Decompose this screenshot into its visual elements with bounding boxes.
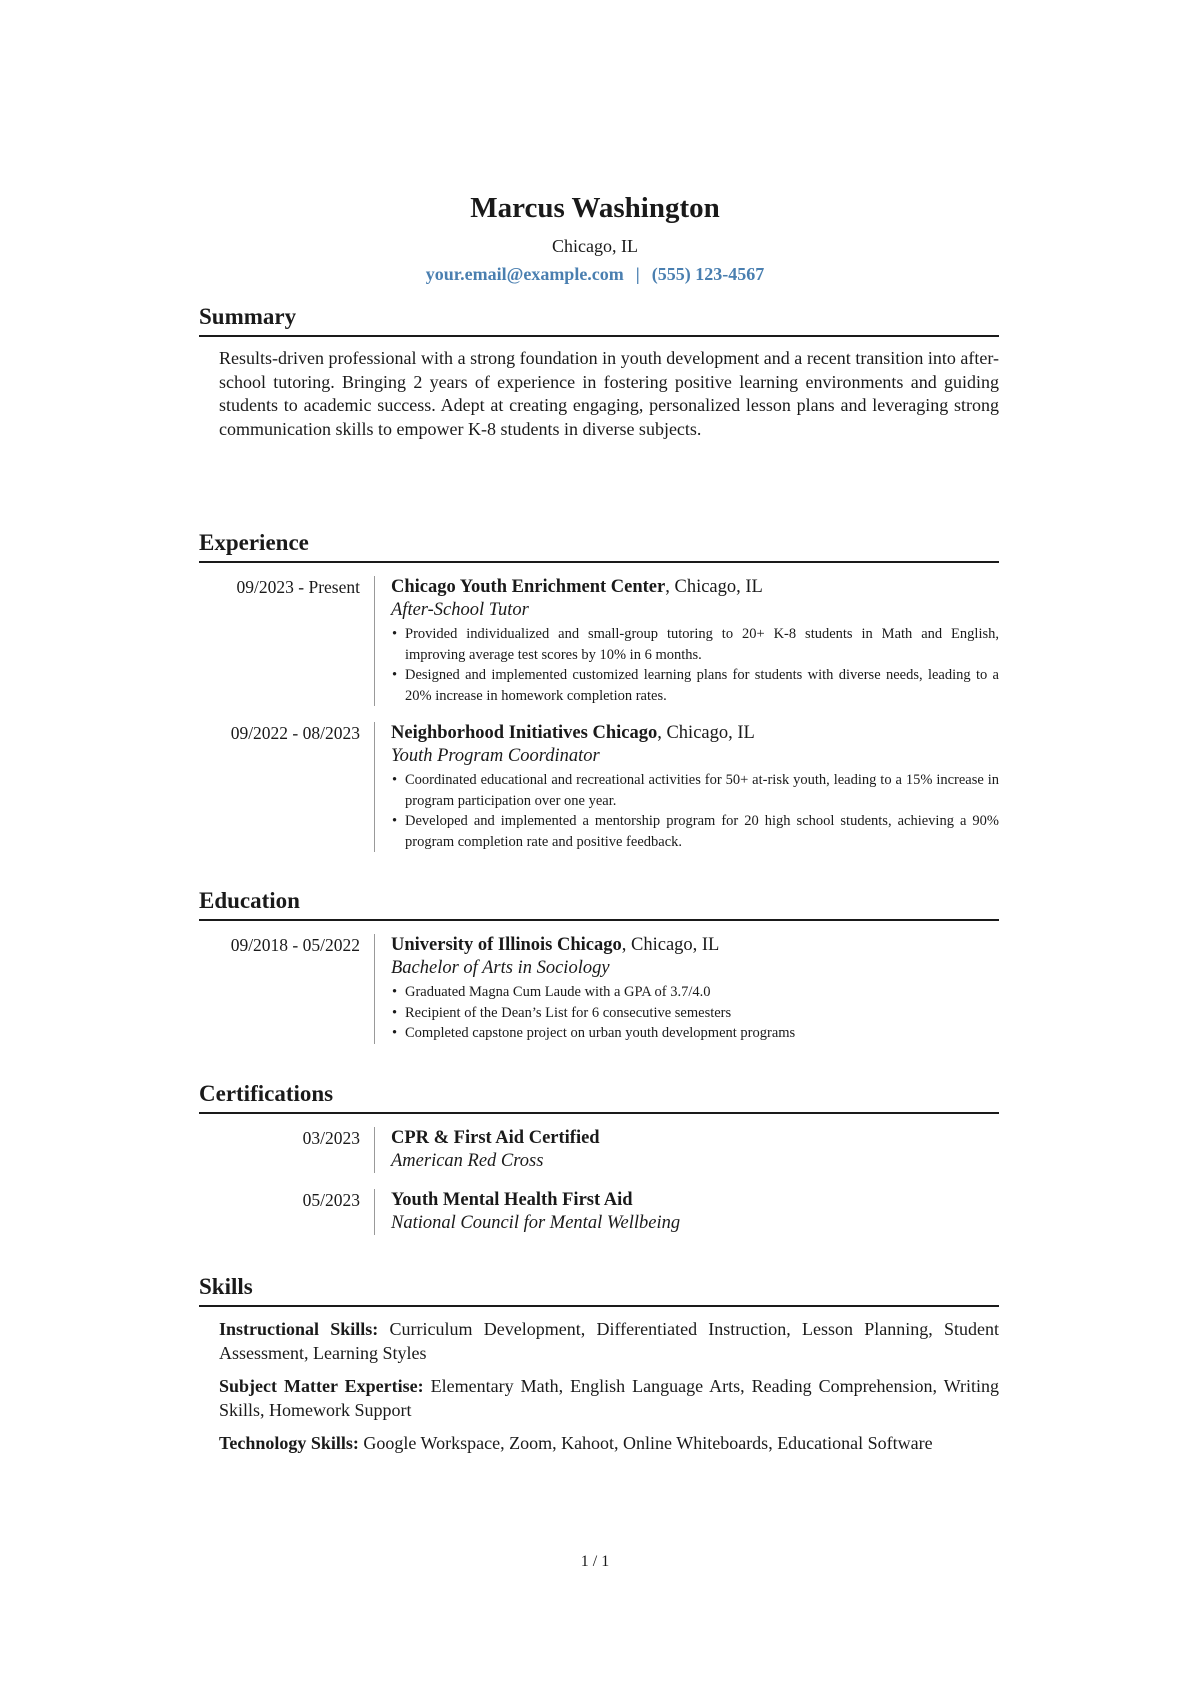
certification-entry <box>199 1127 999 1173</box>
skill-text: Elementary Math, English Language Arts, Reading Comprehension, Writing Skills, Homework Support <box>219 1376 999 1420</box>
certification-name <box>391 1189 999 1212</box>
contact-separator: | <box>635 264 640 284</box>
phone-link[interactable]: (555) 123-4567 <box>651 264 765 284</box>
entry-body <box>375 576 999 706</box>
certifications-heading: Certifications <box>199 1079 999 1114</box>
education-heading: Education <box>199 886 999 921</box>
experience-section <box>199 528 999 852</box>
candidate-location: Chicago, IL <box>552 236 638 256</box>
entry-role: Youth Program Coordinator <box>391 746 600 766</box>
skill-label: Technology Skills: <box>219 1433 359 1453</box>
entry-body <box>375 722 999 852</box>
contact-line <box>0 262 1190 286</box>
entry-organization <box>391 722 999 745</box>
entry-role: Bachelor of Arts in Sociology <box>391 958 610 978</box>
entry-body <box>375 1127 999 1173</box>
resume-header <box>0 190 1190 286</box>
candidate-name: Marcus Washington <box>470 192 720 224</box>
bullet-item: • Coordinated educational and recreational activities for 50+ at-risk youth, leading to a 15% increase in program participation over one year. <box>391 770 999 811</box>
entry-date: 05/2023 <box>199 1189 375 1235</box>
organization-name: Neighborhood Initiatives Chicago <box>391 723 658 743</box>
entry-bullets <box>391 982 999 1044</box>
entry-bullets <box>391 624 999 706</box>
experience-entry <box>199 722 999 852</box>
entry-role: After-School Tutor <box>391 600 529 620</box>
summary-text: Results-driven professional with a strong foundation in youth development and a recent transition into after-school tutoring. Bringing 2 years of experience in fostering positive learning environments and guiding students to academic success. Adept at creating engaging, personalized lesson plans and leveraging strong communication skills to empower K-8 students in diverse subjects. <box>219 348 999 439</box>
certification-title: Youth Mental Health First Aid <box>391 1190 633 1210</box>
entry-body <box>375 1189 999 1235</box>
skill-text: Curriculum Development, Differentiated Instruction, Lesson Planning, Student Assessment, Learning Styles <box>219 1319 999 1363</box>
skills-section <box>199 1272 999 1456</box>
skills-heading: Skills <box>199 1272 999 1307</box>
experience-entry <box>199 576 999 706</box>
skill-group <box>219 1375 999 1422</box>
skill-label: Subject Matter Expertise: <box>219 1376 424 1396</box>
certification-title: CPR & First Aid Certified <box>391 1128 600 1148</box>
email-link[interactable]: your.email@example.com <box>425 264 624 284</box>
skill-group <box>219 1318 999 1365</box>
entry-organization <box>391 934 999 957</box>
organization-name: University of Illinois Chicago <box>391 935 622 955</box>
organization-name: Chicago Youth Enrichment Center <box>391 577 666 597</box>
education-entry <box>199 934 999 1044</box>
organization-location: , Chicago, IL <box>665 577 763 597</box>
bullet-item: • Completed capstone project on urban youth development programs <box>391 1023 999 1044</box>
entry-body <box>375 934 999 1044</box>
page-number: 1 / 1 <box>580 1553 610 1570</box>
experience-heading: Experience <box>199 528 999 563</box>
bullet-item: • Provided individualized and small-group tutoring to 20+ K-8 students in Math and English, improving average test scores by 10% in 6 months. <box>391 624 999 665</box>
certifications-section <box>199 1079 999 1235</box>
organization-location: , Chicago, IL <box>657 723 755 743</box>
skill-group <box>219 1432 999 1456</box>
entry-date: 09/2022 - 08/2023 <box>199 722 375 852</box>
entry-date: 09/2023 - Present <box>199 576 375 706</box>
certification-issuer: National Council for Mental Wellbeing <box>391 1213 681 1233</box>
entry-date: 09/2018 - 05/2022 <box>199 934 375 1044</box>
certification-issuer: American Red Cross <box>391 1151 544 1171</box>
education-section <box>199 886 999 1044</box>
entry-date: 03/2023 <box>199 1127 375 1173</box>
bullet-item: • Designed and implemented customized learning plans for students with diverse needs, leading to a 20% increase in homework completion rates. <box>391 665 999 706</box>
bullet-item: • Developed and implemented a mentorship program for 20 high school students, achieving a 90% program completion rate and positive feedback. <box>391 811 999 852</box>
skill-text: Google Workspace, Zoom, Kahoot, Online Whiteboards, Educational Software <box>358 1433 933 1453</box>
certification-name <box>391 1127 999 1150</box>
skill-label: Instructional Skills: <box>219 1319 379 1339</box>
summary-section <box>199 302 999 441</box>
bullet-item: • Recipient of the Dean’s List for 6 consecutive semesters <box>391 1003 999 1024</box>
organization-location: , Chicago, IL <box>621 935 720 955</box>
bullet-item: • Graduated Magna Cum Laude with a GPA of 3.7/4.0 <box>391 982 999 1003</box>
certification-entry <box>199 1189 999 1235</box>
summary-heading: Summary <box>199 302 999 337</box>
entry-bullets <box>391 770 999 852</box>
entry-organization <box>391 576 999 599</box>
